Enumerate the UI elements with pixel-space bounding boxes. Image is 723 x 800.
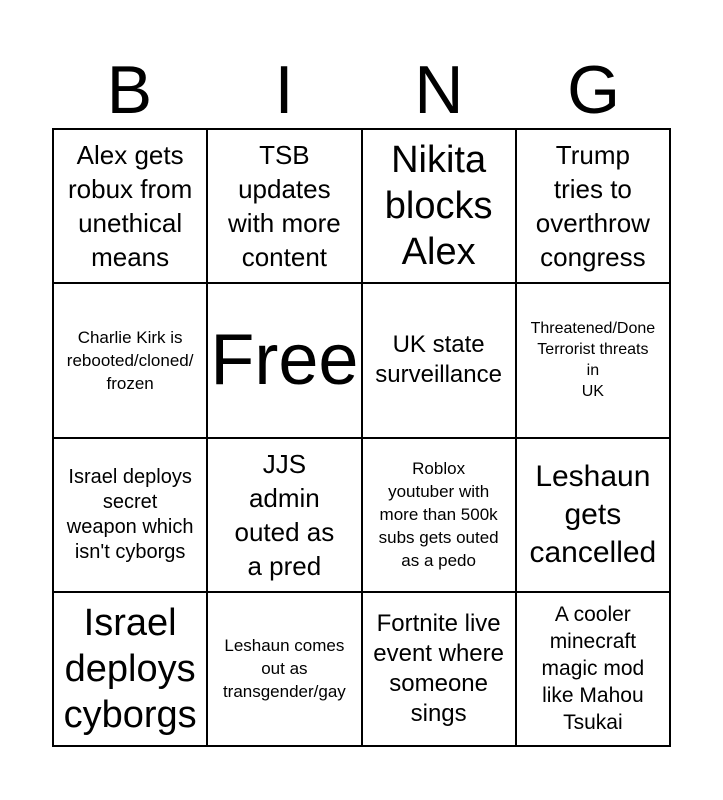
bingo-cell-10 xyxy=(208,439,362,593)
cell-text: Alex gets robux from unethical means xyxy=(67,140,193,273)
bingo-cell-4 xyxy=(517,130,671,284)
cell-text: Fortnite live event where someone sings xyxy=(373,609,504,727)
bingo-cell-9 xyxy=(54,439,208,593)
bingo-cell-12 xyxy=(517,439,671,593)
bingo-cell-16 xyxy=(517,593,671,747)
bingo-cell-1 xyxy=(54,130,208,284)
bingo-cell-2 xyxy=(208,130,362,284)
cell-text: TSB updates with more content xyxy=(228,140,341,273)
bingo-cell-15 xyxy=(363,593,517,747)
bingo-cell-3 xyxy=(363,130,517,284)
bingo-cell-14 xyxy=(208,593,362,747)
cell-text: Leshaun comes out as transgender/gay xyxy=(222,636,346,702)
bingo-cell-5 xyxy=(54,284,208,438)
bingo-cell-8 xyxy=(517,284,671,438)
cell-text: Israel deploys secret weapon which isn't cyborgs xyxy=(66,465,194,563)
cell-text: Israel deploys cyborgs xyxy=(63,601,197,736)
cell-text: JJS admin outed as a pred xyxy=(234,448,335,581)
cell-text: Roblox youtuber with more than 500k subs gets outed as a pedo xyxy=(378,459,499,571)
header-letter-g: G xyxy=(567,52,621,128)
bingo-header xyxy=(52,52,671,128)
bingo-cell-7 xyxy=(363,284,517,438)
bingo-cell-11 xyxy=(363,439,517,593)
cell-text: Charlie Kirk is rebooted/cloned/ frozen xyxy=(66,327,194,393)
cell-text: Threatened/Done Terrorist threats in UK xyxy=(530,320,656,401)
header-letter-b: B xyxy=(106,52,153,128)
header-letter-i: I xyxy=(274,52,294,128)
header-letter-n: N xyxy=(414,52,464,128)
bingo-cell-free xyxy=(208,284,362,438)
cell-text: Nikita blocks Alex xyxy=(384,139,493,274)
cell-text: A cooler minecraft magic mod like Mahou Tsukai xyxy=(541,603,645,735)
bingo-cell-13 xyxy=(54,593,208,747)
free-space-text: Free xyxy=(210,320,359,401)
cell-text: Leshaun gets cancelled xyxy=(529,459,657,569)
cell-text: UK state surveillance xyxy=(375,331,502,389)
cell-text: Trump tries to overthrow congress xyxy=(535,140,650,273)
bingo-grid xyxy=(52,128,671,747)
